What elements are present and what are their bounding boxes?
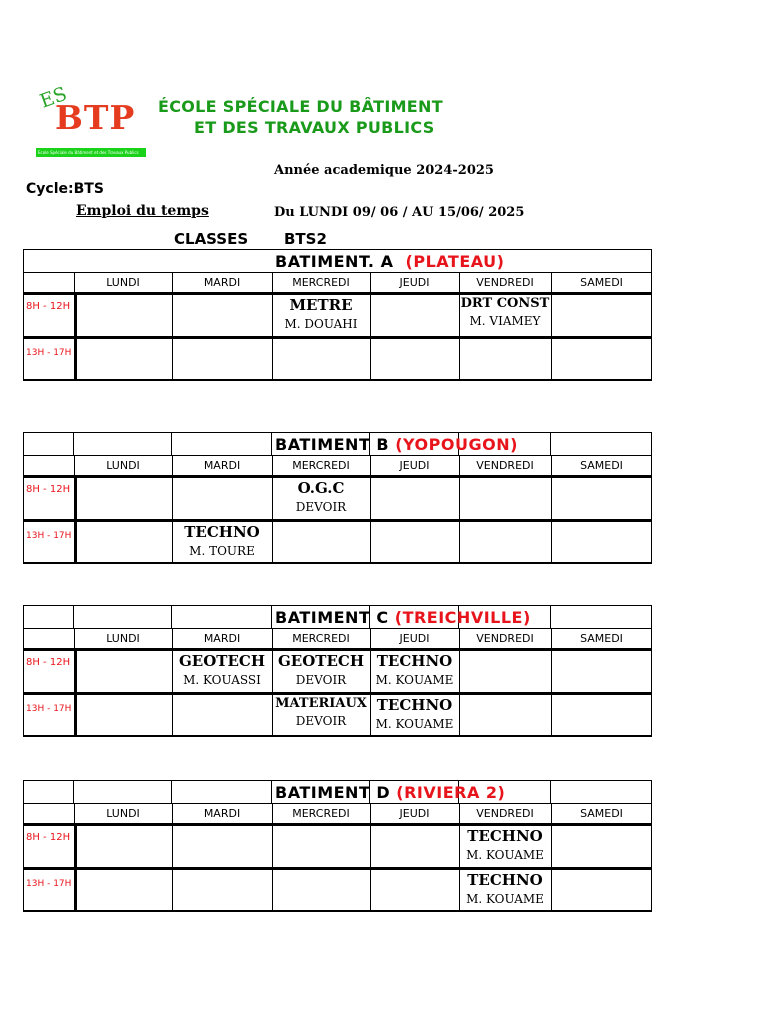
session-cell xyxy=(459,826,551,867)
time-slot-label: 8H - 12H xyxy=(26,301,71,312)
day-header-mercredi: MERCREDI xyxy=(292,807,350,820)
subject-name: TECHNO xyxy=(467,827,543,845)
building-name: BATIMENT B xyxy=(275,435,390,454)
teacher-name: DEVOIR xyxy=(295,500,347,514)
building-title xyxy=(275,608,531,627)
building-location: (TREICHVILLE) xyxy=(394,608,531,627)
days-header-row xyxy=(23,456,652,476)
time-slot-row xyxy=(23,476,652,520)
table-title-row xyxy=(23,249,652,273)
day-header-lundi: LUNDI xyxy=(106,807,140,820)
teacher-name: DEVOIR xyxy=(295,714,347,728)
time-slot-row xyxy=(23,520,652,564)
classes-label: CLASSES xyxy=(174,230,249,248)
building-location: (PLATEAU) xyxy=(405,252,505,271)
logo-es-text: ES xyxy=(37,82,70,113)
day-header-samedi: SAMEDI xyxy=(580,459,623,472)
time-slot-label: 8H - 12H xyxy=(26,484,71,495)
day-header-mardi: MARDI xyxy=(203,276,241,289)
day-header-mardi: MARDI xyxy=(203,807,241,820)
building-name: BATIMENT C xyxy=(275,608,389,627)
time-slot-row xyxy=(23,293,652,337)
building-title xyxy=(275,783,505,802)
session-cell xyxy=(172,651,272,692)
day-header-vendredi: VENDREDI xyxy=(476,632,534,645)
subject-name: METRE xyxy=(289,296,353,314)
academic-year: Année academique 2024-2025 xyxy=(274,163,494,178)
day-header-vendredi: VENDREDI xyxy=(476,459,534,472)
day-header-mardi: MARDI xyxy=(203,632,241,645)
session-cell xyxy=(459,870,551,910)
session-cell xyxy=(459,295,551,336)
period-range: Du LUNDI 09/ 06 / AU 15/06/ 2025 xyxy=(274,205,525,220)
day-header-jeudi: JEUDI xyxy=(399,632,430,645)
building-name: BATIMENT. A xyxy=(275,252,394,271)
teacher-name: M. KOUAME xyxy=(466,892,544,906)
time-slot-row xyxy=(23,824,652,868)
teacher-name: M. KOUASSI xyxy=(183,673,261,687)
schedule-table-1 xyxy=(23,249,652,381)
day-header-vendredi: VENDREDI xyxy=(476,807,534,820)
subject-name: GEOTECH xyxy=(178,652,265,670)
day-header-jeudi: JEUDI xyxy=(399,459,430,472)
day-header-lundi: LUNDI xyxy=(106,459,140,472)
schedule-table-4 xyxy=(23,780,652,912)
time-slot-row xyxy=(23,693,652,737)
day-header-jeudi: JEUDI xyxy=(399,276,430,289)
table-title-row xyxy=(23,780,652,804)
table-title-row xyxy=(23,432,652,456)
session-cell xyxy=(272,295,370,336)
teacher-name: M. KOUAME xyxy=(375,717,454,731)
time-slot-label: 13H - 17H xyxy=(26,704,72,714)
day-header-mercredi: MERCREDI xyxy=(292,276,350,289)
day-header-mercredi: MERCREDI xyxy=(292,459,350,472)
time-slot-label: 8H - 12H xyxy=(26,832,71,843)
subject-name: TECHNO xyxy=(376,696,453,714)
day-header-lundi: LUNDI xyxy=(106,276,140,289)
session-cell xyxy=(272,478,370,519)
teacher-name: M. KOUAME xyxy=(466,848,544,862)
subject-name: GEOTECH xyxy=(277,652,364,670)
day-header-samedi: SAMEDI xyxy=(580,807,623,820)
table-title-row xyxy=(23,605,652,629)
school-name-line1: ÉCOLE SPÉCIALE DU BÂTIMENT xyxy=(158,97,443,116)
time-slot-row xyxy=(23,649,652,693)
teacher-name: M. DOUAHI xyxy=(284,317,358,331)
day-header-jeudi: JEUDI xyxy=(399,807,430,820)
building-location: (RIVIERA 2) xyxy=(396,783,506,802)
day-header-lundi: LUNDI xyxy=(106,632,140,645)
session-cell xyxy=(272,651,370,692)
classes-value: BTS2 xyxy=(284,230,327,248)
school-logo xyxy=(33,82,149,158)
time-slot-label: 13H - 17H xyxy=(26,348,72,358)
day-header-mercredi: MERCREDI xyxy=(292,632,350,645)
days-header-row xyxy=(23,273,652,293)
subject-name: TECHNO xyxy=(184,523,260,541)
subject-name: MATERIAUX xyxy=(275,696,367,711)
days-header-row xyxy=(23,804,652,824)
day-header-mardi: MARDI xyxy=(203,459,241,472)
time-slot-label: 13H - 17H xyxy=(26,879,72,889)
session-cell xyxy=(272,695,370,735)
building-name: BATIMENT D xyxy=(275,783,391,802)
teacher-name: DEVOIR xyxy=(295,673,347,687)
day-header-samedi: SAMEDI xyxy=(580,276,623,289)
school-name-line2: ET DES TRAVAUX PUBLICS xyxy=(194,118,435,137)
teacher-name: M. KOUAME xyxy=(375,673,454,687)
teacher-name: M. TOURE xyxy=(189,544,255,558)
building-title xyxy=(275,435,518,454)
time-slot-row xyxy=(23,868,652,912)
subject-name: TECHNO xyxy=(376,652,453,670)
cycle-label: Cycle:BTS xyxy=(26,181,104,197)
logo-strip: Ecole Spéciale du Bâtiment et des Travaux Publics xyxy=(36,148,146,157)
subject-name: DRT CONST xyxy=(460,296,550,311)
building-location: (YOPOUGON) xyxy=(395,435,518,454)
session-cell xyxy=(172,522,272,562)
time-slot-label: 13H - 17H xyxy=(26,531,72,541)
day-header-vendredi: VENDREDI xyxy=(476,276,534,289)
schedule-table-2 xyxy=(23,432,652,564)
timetable-title: Emploi du temps xyxy=(76,203,209,219)
subject-name: O.G.C xyxy=(297,479,345,497)
time-slot-row xyxy=(23,337,652,381)
day-header-samedi: SAMEDI xyxy=(580,632,623,645)
session-cell xyxy=(370,695,459,735)
logo-btp-text: BTP xyxy=(55,98,136,137)
time-slot-label: 8H - 12H xyxy=(26,657,71,668)
days-header-row xyxy=(23,629,652,649)
subject-name: TECHNO xyxy=(467,871,543,889)
teacher-name: M. VIAMEY xyxy=(469,314,541,328)
building-title xyxy=(275,252,504,271)
schedule-table-3 xyxy=(23,605,652,737)
session-cell xyxy=(370,651,459,692)
